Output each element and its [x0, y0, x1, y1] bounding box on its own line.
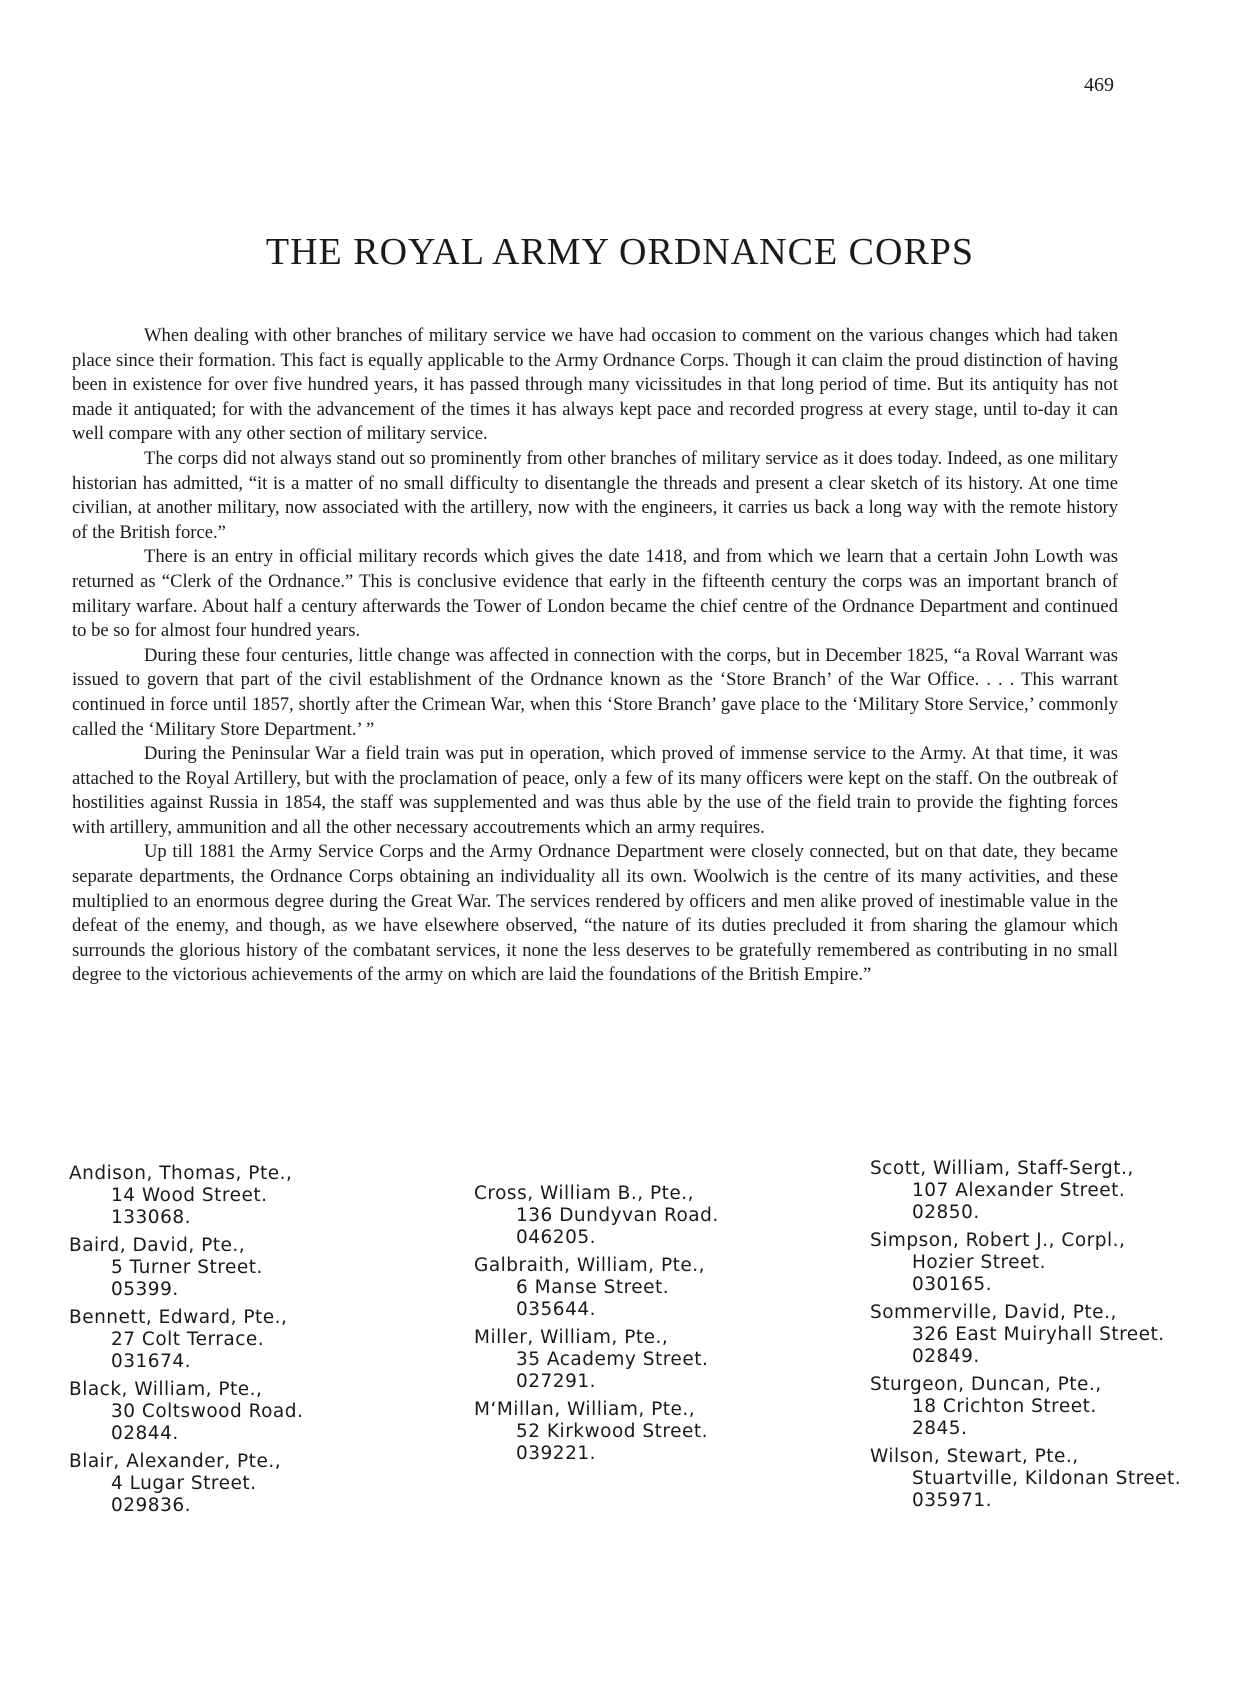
entry-name: Blair, Alexander, Pte.,: [69, 1451, 282, 1472]
roll-entry: [474, 1399, 719, 1465]
page-title: THE ROYAL ARMY ORDNANCE CORPS: [265, 231, 975, 273]
entry-number: 02849.: [912, 1346, 980, 1367]
body-text: [72, 324, 1118, 988]
entry-name: Bennett, Edward, Pte.,: [69, 1307, 288, 1328]
roll-entry: [870, 1302, 1181, 1368]
entry-name: Galbraith, William, Pte.,: [474, 1255, 705, 1276]
entry-address: 18 Crichton Street.: [912, 1396, 1097, 1417]
paragraph: There is an entry in official military records which gives the date 1418, and from which we learn that a certain John Lowth was returned as “Clerk of the Ordnance.” This is conclusive evidence that early in the fifteenth century the corps was an important branch of military warfare. About half a century afterwards the Tower of London became the chief centre of the Ordnance Department and continued to be so for almost four hundred years.: [72, 546, 1118, 642]
roll-entry: [69, 1235, 303, 1301]
entry-name: M‘Millan, William, Pte.,: [474, 1399, 696, 1420]
paragraph: During the Peninsular War a field train was put in operation, which proved of immense service to the Army. At that time, it was attached to the Royal Artillery, but with the proclamation of peace, only a few of its many officers were kept on the staff. On the outbreak of hostilities against Russia in 1854, the staff was supplemented and was thus able by the use of the field train to provide the fighting forces with artillery, ammunition and all the other necessary accoutrements which an army requires.: [72, 743, 1118, 838]
entry-name: Baird, David, Pte.,: [69, 1235, 246, 1256]
roll-entry: [69, 1307, 303, 1373]
entry-number: 02844.: [111, 1423, 179, 1444]
entry-address: 5 Turner Street.: [111, 1257, 263, 1278]
entry-number: 133068.: [111, 1207, 192, 1228]
entry-number: 027291.: [516, 1371, 597, 1392]
entry-number: 2845.: [912, 1418, 968, 1439]
entry-number: 035644.: [516, 1299, 597, 1320]
roll-entry: [474, 1255, 719, 1321]
entry-name: Miller, William, Pte.,: [474, 1327, 669, 1348]
page-number: 469: [1084, 74, 1114, 96]
roll-entry: [69, 1379, 303, 1445]
entry-address: 6 Manse Street.: [516, 1277, 670, 1298]
entry-number: 035971.: [912, 1490, 993, 1511]
roll-column-2: [474, 1183, 719, 1471]
entry-address: 14 Wood Street.: [111, 1185, 268, 1206]
entry-number: 05399.: [111, 1279, 179, 1300]
paragraph: When dealing with other branches of military service we have had occasion to comment on the various changes which had taken place since their formation. This fact is equally applicable to the Army Ordnance Corps. Though it can claim the proud distinction of having been in existence for over five hundred years, it has passed through many vicissitudes in that long period of time. But its antiquity has not made it antiquated; for with the advancement of the times it has always kept pace and recorded progress at every stage, until to-day it can well compare with any other section of military service.: [72, 325, 1118, 445]
entry-address: 52 Kirkwood Street.: [516, 1421, 708, 1442]
roll-column-3: [870, 1158, 1181, 1518]
entry-number: 031674.: [111, 1351, 192, 1372]
entry-address: 4 Lugar Street.: [111, 1473, 257, 1494]
roll-entry: [870, 1374, 1181, 1440]
entry-address: 326 East Muiryhall Street.: [912, 1324, 1165, 1345]
entry-address: 107 Alexander Street.: [912, 1180, 1126, 1201]
roll-entry: [69, 1163, 303, 1229]
paragraph: Up till 1881 the Army Service Corps and the Army Ordnance Department were closely connected, but on that date, they became separate departments, the Ordnance Corps obtaining an individuality all its own. Woolwich is the centre of its many activities, and these multiplied to an enormous degree during the Great War. The services rendered by officers and men alike proved of inestimable value in the defeat of the enemy, and though, as we have elsewhere observed, “the nature of its duties precluded it from sharing the glamour which surrounds the glorious history of the combatant services, it none the less deserves to be gratefully remembered as contributing in no small degree to the victorious achievements of the army on which are laid the foundations of the British Empire.”: [72, 841, 1118, 986]
entry-address: 136 Dundyvan Road.: [516, 1205, 719, 1226]
entry-name: Sturgeon, Duncan, Pte.,: [870, 1374, 1102, 1395]
entry-number: 029836.: [111, 1495, 192, 1516]
entry-number: 046205.: [516, 1227, 597, 1248]
roll-entry: [474, 1183, 719, 1249]
entry-name: Black, William, Pte.,: [69, 1379, 263, 1400]
entry-address: Stuartville, Kildonan Street.: [912, 1468, 1182, 1489]
entry-address: 27 Colt Terrace.: [111, 1329, 265, 1350]
entry-number: 030165.: [912, 1274, 993, 1295]
roll-entry: [474, 1327, 719, 1393]
entry-name: Simpson, Robert J., Corpl.,: [870, 1230, 1126, 1251]
paragraph: The corps did not always stand out so prominently from other branches of military service as it does today. Indeed, as one military historian has admitted, “it is a matter of no small difficulty to disentangle the threads and present a clear sketch of its history. At one time civilian, at another military, now associated with the artillery, now with the engineers, it carries us back a long way with the remote history of the British force.”: [72, 447, 1118, 543]
roll-entry: [870, 1230, 1181, 1296]
entry-name: Wilson, Stewart, Pte.,: [870, 1446, 1079, 1467]
entry-address: 30 Coltswood Road.: [111, 1401, 304, 1422]
roll-entry: [870, 1446, 1181, 1512]
entry-name: Cross, William B., Pte.,: [474, 1183, 695, 1204]
entry-address: Hozier Street.: [912, 1252, 1047, 1273]
paragraph: During these four centuries, little change was affected in connection with the corps, but in December 1825, “a Roval Warrant was issued to govern that part of the civil establishment of the Ordnance known as the ‘Store Branch’ of the War Office. . . . This warrant continued in force until 1857, shortly after the Crimean War, when this ‘Store Branch’ gave place to the ‘Military Store Service,’ commonly called the ‘Military Store Department.’ ”: [72, 644, 1118, 740]
roll-entry: [870, 1158, 1181, 1224]
entry-name: Andison, Thomas, Pte.,: [69, 1163, 293, 1184]
roll-column-1: [69, 1163, 303, 1523]
entry-name: Scott, William, Staff-Sergt.,: [870, 1158, 1134, 1179]
entry-number: 02850.: [912, 1202, 980, 1223]
entry-number: 039221.: [516, 1443, 597, 1464]
entry-name: Sommerville, David, Pte.,: [870, 1302, 1117, 1323]
roll-entry: [69, 1451, 303, 1517]
entry-address: 35 Academy Street.: [516, 1349, 709, 1370]
